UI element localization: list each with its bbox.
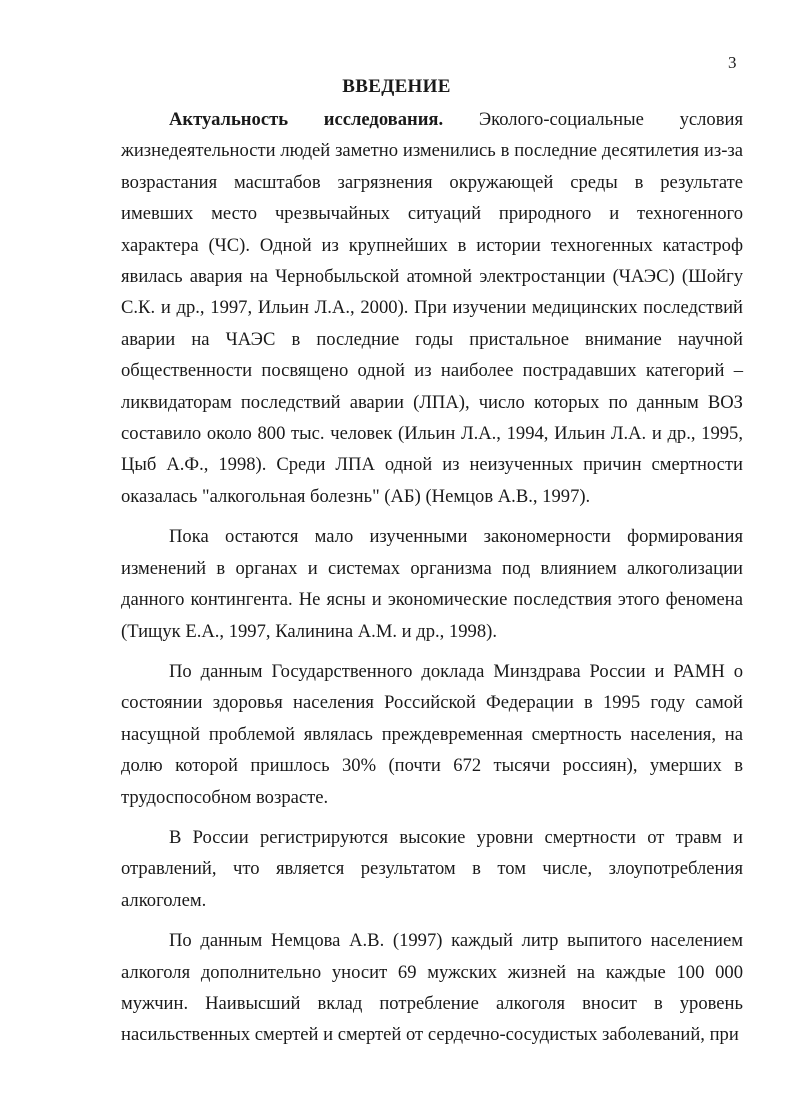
page-number: 3 [728,53,737,72]
paragraph: В России регистрируются высокие уровни смертности от травм и отравлений, что является результатом в том числе, злоупотребления алкоголем. [121,826,743,911]
paragraph: Пока остаются мало изученными закономерности формирования изменений в органах и системах организма под влиянием алкоголизации данного контингента. Не ясны и экономические последствия этого феномена (Тищук Е.А., 1997, Калинина А.М. и др., 1998). [121,526,743,642]
document-body [121,104,743,1060]
paragraph-lead: Актуальность исследования. [169,109,444,130]
page-title: ВВЕДЕНИЕ [342,76,451,97]
paragraph-text: Эколого-социальные условия жизнедеятельности людей заметно изменились в последние десятилетия из-за возрастания масштабов загрязнения окружающей среды в результате имевших место чрезвычайных ситуаций природного и техногенного характера (ЧС). Одной из крупнейших в истории техногенных катастроф явилась авария на Чернобыльской атомной электростанции (ЧАЭС) (Шойгу С.К. и др., 1997, Ильин Л.А., 2000). При изучении медицинских последствий аварии на ЧАЭС в последние годы пристальное внимание научной общественности посвящено одной из наиболее пострадавших категорий – ликвидаторам последствий аварии (ЛПА), число которых по данным ВОЗ составило около 800 тыс. человек (Ильин Л.А., 1994, Ильин Л.А. и др., 1995, Цыб А.Ф., 1998). Среди ЛПА одной из неизученных причин смертности оказалась "алкогольная болезнь" (АБ) (Немцов А.В., 1997). [121,109,744,507]
paragraph-relevance [121,104,743,512]
paragraph: По данным Государственного доклада Минздрава России и РАМН о состоянии здоровья населения Российской Федерации в 1995 году самой насущной проблемой являлась преждевременная смертность населения, на долю которой пришлось 30% (почти 672 тысячи россиян), умерших в трудоспособном возрасте. [121,660,743,808]
paragraph: По данным Немцова А.В. (1997) каждый литр выпитого населением алкоголя дополнительно уносит 69 мужских жизней на каждые 100 000 мужчин. Наивысший вклад потребление алкоголя вносит в уровень насильственных смертей и смертей от сердечно-сосудистых заболеваний, при [121,930,743,1046]
